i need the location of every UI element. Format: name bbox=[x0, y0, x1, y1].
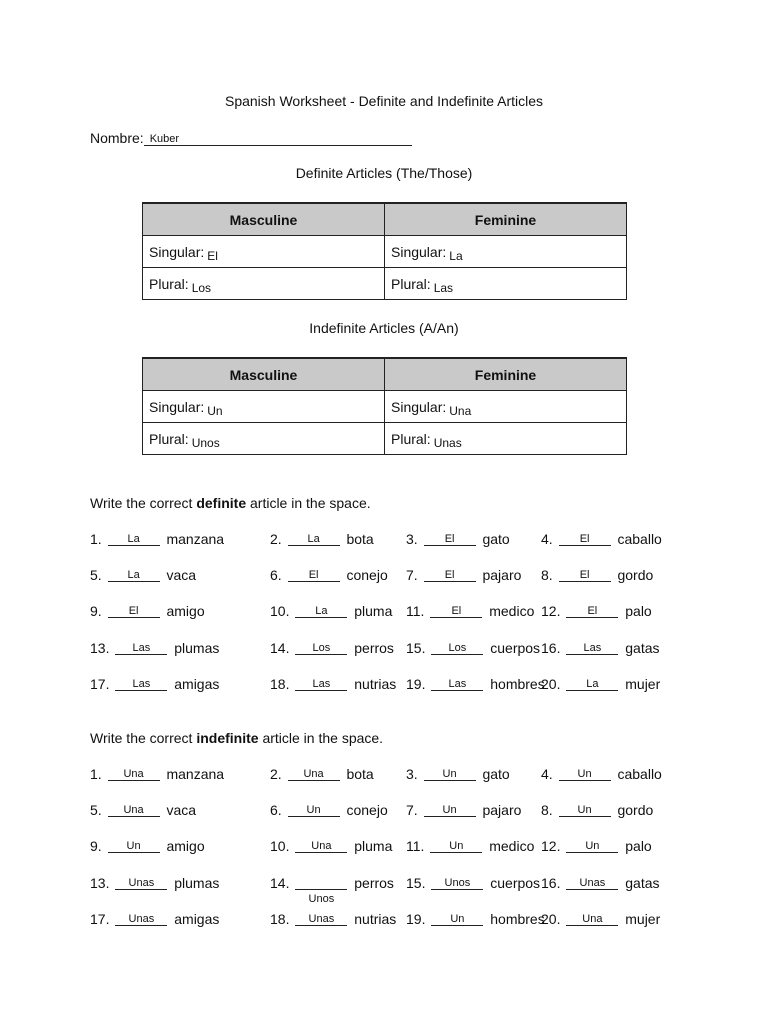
question-number: 1. bbox=[90, 766, 102, 782]
question-item bbox=[90, 802, 196, 818]
question-number: 16. bbox=[541, 874, 561, 891]
answer-blank[interactable] bbox=[431, 911, 483, 926]
answer-blank[interactable] bbox=[115, 875, 167, 890]
noun-word: amigas bbox=[174, 675, 220, 692]
question-item bbox=[270, 531, 374, 547]
answer-text: Unas bbox=[579, 876, 606, 889]
answer-blank[interactable] bbox=[288, 802, 340, 817]
answer-blank[interactable] bbox=[431, 640, 483, 655]
answer-text: Unos bbox=[444, 876, 471, 889]
answer-text: Unas bbox=[128, 912, 155, 925]
noun-word: gatas bbox=[625, 874, 660, 891]
answer-text: Las bbox=[448, 677, 467, 690]
header-masculine: Masculine bbox=[143, 203, 385, 236]
question-number: 5. bbox=[90, 802, 102, 819]
question-number: 18. bbox=[270, 675, 290, 692]
question-item bbox=[541, 676, 660, 692]
answer-text: Un bbox=[450, 912, 465, 925]
question-number: 12. bbox=[541, 838, 561, 855]
answer-blank[interactable] bbox=[295, 603, 347, 618]
question-number: 18. bbox=[270, 910, 290, 927]
answer-text: El bbox=[308, 569, 319, 582]
answer-blank[interactable] bbox=[295, 640, 347, 655]
answer-blank[interactable] bbox=[559, 766, 611, 781]
answer-blank[interactable] bbox=[424, 766, 476, 781]
question-item bbox=[270, 603, 392, 619]
answer-text: Una bbox=[123, 804, 144, 817]
noun-word: gatas bbox=[625, 639, 660, 656]
question-number: 17. bbox=[90, 675, 110, 692]
cell-label: Singular: bbox=[149, 243, 205, 260]
answer-text: Una bbox=[311, 840, 332, 853]
question-item bbox=[270, 640, 394, 656]
table-row bbox=[143, 268, 627, 300]
question-number: 10. bbox=[270, 603, 290, 620]
question-number: 11. bbox=[406, 603, 425, 620]
question-item bbox=[406, 911, 545, 927]
definite-masc-plural bbox=[143, 268, 385, 300]
answer-blank[interactable] bbox=[424, 567, 476, 582]
noun-word: medico bbox=[489, 603, 535, 620]
noun-word: vaca bbox=[166, 802, 197, 819]
question-item bbox=[90, 567, 196, 583]
noun-word: perros bbox=[354, 639, 394, 656]
indefinite-fem-singular bbox=[385, 391, 627, 423]
question-item bbox=[90, 531, 224, 547]
answer-text: Un bbox=[449, 840, 464, 853]
answer-text: Un bbox=[306, 804, 321, 817]
noun-word: amigas bbox=[174, 910, 220, 927]
answer-blank[interactable] bbox=[295, 838, 347, 853]
cell-label: Plural: bbox=[149, 275, 189, 292]
page-title: Spanish Worksheet - Definite and Indefinite Articles bbox=[224, 93, 544, 109]
name-row bbox=[90, 129, 412, 146]
noun-word: nutrias bbox=[354, 910, 397, 927]
question-number: 12. bbox=[541, 603, 561, 620]
noun-word: pajaro bbox=[482, 802, 522, 819]
answer-text: Las bbox=[132, 677, 151, 690]
answer-text: Un bbox=[442, 804, 457, 817]
question-item bbox=[406, 676, 545, 692]
table-row bbox=[143, 423, 627, 455]
answer-blank[interactable] bbox=[424, 531, 476, 546]
noun-word: perros bbox=[354, 874, 394, 891]
answer-blank[interactable] bbox=[295, 875, 347, 905]
question-item bbox=[406, 766, 510, 782]
question-number: 8. bbox=[541, 567, 553, 584]
question-item bbox=[270, 676, 396, 692]
question-number: 11. bbox=[406, 838, 425, 855]
answer-blank[interactable] bbox=[108, 531, 160, 546]
noun-word: nutrias bbox=[354, 675, 397, 692]
question-number: 1. bbox=[90, 531, 102, 547]
question-number: 15. bbox=[406, 874, 426, 891]
noun-word: plumas bbox=[174, 874, 220, 891]
table-header-row bbox=[143, 203, 627, 236]
answer-text: Los bbox=[448, 641, 467, 654]
indefinite-masc-plural bbox=[143, 423, 385, 455]
question-item bbox=[406, 531, 510, 547]
answer-text: Las bbox=[312, 677, 331, 690]
answer-text: Unas bbox=[308, 912, 335, 925]
answer-blank[interactable] bbox=[430, 603, 482, 618]
answer-text: Las bbox=[583, 641, 602, 654]
cell-label: Plural: bbox=[149, 430, 189, 447]
question-item bbox=[406, 567, 521, 583]
answer-text: Unos bbox=[308, 892, 335, 905]
noun-word: hombres bbox=[490, 910, 545, 927]
noun-word: conejo bbox=[346, 802, 388, 819]
cell-label: Singular: bbox=[391, 398, 447, 415]
question-item bbox=[90, 640, 219, 656]
answer-blank[interactable] bbox=[295, 911, 347, 926]
answer-blank[interactable] bbox=[108, 766, 160, 781]
question-number: 14. bbox=[270, 639, 290, 656]
answer-blank[interactable] bbox=[559, 567, 611, 582]
question-item bbox=[90, 603, 205, 619]
question-number: 3. bbox=[406, 531, 418, 547]
cell-label: Singular: bbox=[391, 243, 447, 260]
noun-word: manzana bbox=[166, 531, 225, 547]
answer-blank[interactable] bbox=[288, 766, 340, 781]
table-header-row bbox=[143, 358, 627, 391]
question-item bbox=[541, 531, 662, 547]
noun-word: cuerpos bbox=[490, 874, 541, 891]
answer-text: Un bbox=[442, 768, 457, 780]
definite-fem-singular bbox=[385, 236, 627, 268]
answer-text: La bbox=[315, 605, 328, 618]
answer-text: La bbox=[307, 533, 320, 545]
question-number: 14. bbox=[270, 874, 290, 891]
noun-word: manzana bbox=[166, 766, 225, 782]
answer-text: Un bbox=[585, 840, 600, 853]
definite-heading: Definite Articles (The/Those) bbox=[295, 165, 473, 181]
question-item bbox=[270, 874, 394, 905]
answer-blank[interactable] bbox=[431, 875, 483, 890]
noun-word: pluma bbox=[354, 603, 393, 620]
question-item bbox=[541, 911, 660, 927]
answer-text: La bbox=[586, 677, 599, 690]
question-item bbox=[90, 838, 205, 854]
answer-blank[interactable] bbox=[559, 802, 611, 817]
question-item bbox=[541, 603, 652, 619]
noun-word: mujer bbox=[625, 910, 661, 927]
answer-text: Las bbox=[132, 641, 151, 654]
noun-word: gato bbox=[482, 766, 510, 782]
question-number: 7. bbox=[406, 567, 418, 584]
noun-word: cuerpos bbox=[490, 639, 541, 656]
cell-value: El bbox=[207, 248, 218, 263]
answer-text: La bbox=[127, 569, 140, 582]
answer-blank[interactable] bbox=[288, 567, 340, 582]
answer-text: La bbox=[127, 533, 140, 545]
definite-fem-plural bbox=[385, 268, 627, 300]
answer-blank[interactable] bbox=[566, 640, 618, 655]
answer-text: Un bbox=[577, 804, 592, 817]
noun-word: pluma bbox=[354, 838, 393, 855]
question-item bbox=[270, 766, 374, 782]
question-number: 17. bbox=[90, 910, 110, 927]
question-number: 20. bbox=[541, 675, 561, 692]
cell-value: Unas bbox=[433, 435, 462, 450]
answer-text: El bbox=[451, 605, 462, 618]
question-item bbox=[541, 838, 652, 854]
noun-word: caballo bbox=[617, 766, 662, 782]
answer-text: Un bbox=[577, 768, 592, 780]
noun-word: amigo bbox=[166, 603, 205, 620]
table-row bbox=[143, 391, 627, 423]
table-row bbox=[143, 236, 627, 268]
indefinite-articles-table bbox=[142, 357, 627, 455]
question-number: 13. bbox=[90, 639, 110, 656]
question-number: 9. bbox=[90, 838, 102, 855]
answer-text: El bbox=[444, 533, 455, 545]
noun-word: gordo bbox=[617, 802, 654, 819]
question-number: 13. bbox=[90, 874, 110, 891]
answer-text: Una bbox=[582, 912, 603, 925]
instruction-text: article in the space. bbox=[246, 495, 371, 511]
instruction-emphasis: definite bbox=[196, 495, 247, 511]
question-number: 15. bbox=[406, 639, 426, 656]
answer-text: El bbox=[444, 569, 455, 582]
noun-word: hombres bbox=[490, 675, 545, 692]
noun-word: plumas bbox=[174, 639, 220, 656]
instruction-text: article in the space. bbox=[258, 730, 384, 746]
instruction-text: Write the correct bbox=[90, 495, 197, 511]
question-item bbox=[90, 766, 224, 782]
noun-word: medico bbox=[489, 838, 535, 855]
answer-text: Una bbox=[123, 768, 144, 780]
noun-word: bota bbox=[346, 766, 374, 782]
question-number: 3. bbox=[406, 766, 418, 782]
answer-text: Una bbox=[303, 768, 324, 780]
noun-word: caballo bbox=[617, 531, 662, 547]
answer-blank[interactable] bbox=[566, 911, 618, 926]
question-number: 20. bbox=[541, 910, 561, 927]
question-item bbox=[406, 603, 534, 619]
answer-blank[interactable] bbox=[431, 676, 483, 691]
noun-word: pajaro bbox=[482, 567, 522, 584]
question-item bbox=[270, 838, 392, 854]
noun-word: amigo bbox=[166, 838, 205, 855]
header-masculine: Masculine bbox=[143, 358, 385, 391]
answer-text: El bbox=[587, 605, 598, 618]
answer-text: El bbox=[579, 569, 590, 582]
noun-word: bota bbox=[346, 531, 374, 547]
answer-blank[interactable] bbox=[559, 531, 611, 546]
answer-blank[interactable] bbox=[115, 911, 167, 926]
answer-blank[interactable] bbox=[566, 838, 618, 853]
noun-word: palo bbox=[625, 603, 652, 620]
question-number: 5. bbox=[90, 567, 102, 584]
noun-word: mujer bbox=[625, 675, 661, 692]
name-label: Nombre: bbox=[90, 130, 144, 146]
instruction-text: Write the correct bbox=[90, 730, 197, 746]
answer-blank[interactable] bbox=[108, 603, 160, 618]
question-item bbox=[406, 838, 534, 854]
answer-blank[interactable] bbox=[115, 640, 167, 655]
question-item bbox=[541, 766, 662, 782]
definite-instruction bbox=[90, 495, 371, 511]
question-item bbox=[541, 640, 660, 656]
question-number: 4. bbox=[541, 531, 553, 547]
answer-blank[interactable] bbox=[566, 875, 618, 890]
name-field[interactable] bbox=[144, 129, 412, 146]
answer-blank[interactable] bbox=[566, 676, 618, 691]
answer-blank[interactable] bbox=[108, 567, 160, 582]
indefinite-masc-singular bbox=[143, 391, 385, 423]
answer-text: El bbox=[128, 605, 139, 618]
question-item bbox=[90, 875, 219, 891]
question-item bbox=[270, 911, 396, 927]
name-value: Kuber bbox=[149, 133, 180, 145]
answer-blank[interactable] bbox=[115, 676, 167, 691]
indefinite-fem-plural bbox=[385, 423, 627, 455]
answer-blank[interactable] bbox=[430, 838, 482, 853]
noun-word: conejo bbox=[346, 567, 388, 584]
question-number: 16. bbox=[541, 639, 561, 656]
cell-value: Los bbox=[191, 280, 212, 295]
answer-blank[interactable] bbox=[108, 838, 160, 853]
cell-label: Plural: bbox=[391, 275, 431, 292]
instruction-emphasis: indefinite bbox=[196, 730, 259, 746]
question-number: 2. bbox=[270, 531, 282, 547]
question-item bbox=[270, 802, 388, 818]
answer-blank[interactable] bbox=[288, 531, 340, 546]
cell-label: Singular: bbox=[149, 398, 205, 415]
question-item bbox=[406, 875, 540, 891]
question-number: 4. bbox=[541, 766, 553, 782]
question-number: 8. bbox=[541, 802, 553, 819]
question-item bbox=[541, 567, 653, 583]
cell-value: Las bbox=[433, 280, 454, 295]
question-number: 6. bbox=[270, 802, 282, 819]
definite-articles-table bbox=[142, 202, 627, 300]
question-number: 6. bbox=[270, 567, 282, 584]
question-number: 2. bbox=[270, 766, 282, 782]
question-item bbox=[541, 875, 660, 891]
question-item bbox=[90, 676, 219, 692]
question-number: 10. bbox=[270, 838, 290, 855]
noun-word: gato bbox=[482, 531, 510, 547]
noun-word: palo bbox=[625, 838, 652, 855]
cell-value: Una bbox=[449, 403, 472, 418]
header-feminine: Feminine bbox=[385, 358, 627, 391]
cell-value: Un bbox=[207, 403, 223, 418]
question-item bbox=[541, 802, 653, 818]
definite-masc-singular bbox=[143, 236, 385, 268]
answer-blank[interactable] bbox=[108, 802, 160, 817]
question-item bbox=[90, 911, 219, 927]
answer-blank[interactable] bbox=[566, 603, 618, 618]
question-number: 19. bbox=[406, 910, 426, 927]
noun-word: vaca bbox=[166, 567, 197, 584]
noun-word: gordo bbox=[617, 567, 654, 584]
question-item bbox=[406, 802, 521, 818]
cell-value: Unos bbox=[191, 435, 220, 450]
header-feminine: Feminine bbox=[385, 203, 627, 236]
indefinite-instruction bbox=[90, 730, 383, 746]
indefinite-heading: Indefinite Articles (A/An) bbox=[309, 320, 459, 336]
question-number: 19. bbox=[406, 675, 426, 692]
question-item bbox=[270, 567, 388, 583]
question-item bbox=[406, 640, 540, 656]
cell-value: La bbox=[449, 248, 463, 263]
answer-blank[interactable] bbox=[295, 676, 347, 691]
question-number: 9. bbox=[90, 603, 102, 620]
question-number: 7. bbox=[406, 802, 418, 819]
answer-text: Un bbox=[126, 840, 141, 853]
answer-blank[interactable] bbox=[424, 802, 476, 817]
answer-text: El bbox=[579, 533, 590, 545]
answer-text: Los bbox=[312, 641, 331, 654]
answer-text: Unas bbox=[128, 876, 155, 889]
cell-label: Plural: bbox=[391, 430, 431, 447]
